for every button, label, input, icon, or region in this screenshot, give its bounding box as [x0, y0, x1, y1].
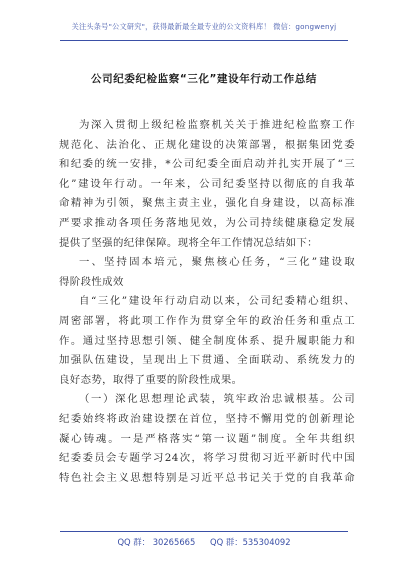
body-line: 和纪委的统一安排，*公司纪委全面启动并扎实开展了“三	[59, 158, 355, 171]
body-line: 严要求推动各项任务落地见效，为公司持续健康稳定发展	[59, 216, 355, 229]
section-heading-line: 得阶段性成效	[59, 275, 124, 288]
body-line: 为深入贯彻上级纪检监察机关关于推进纪检监察工作	[79, 119, 355, 131]
body-line: 规范化、法治化、正规化建设的决策部署，根据集团党委	[59, 138, 355, 151]
document-title: 公司纪委纪检监察“三化”建设年行动工作总结	[91, 73, 317, 85]
body-line: （一）深化思想理论武装，筑牢政治忠诚根基。公司	[79, 393, 355, 406]
body-line: 提供了坚强的纪律保障。现将全年工作情况总结如下：	[59, 236, 318, 249]
body-line: 周密部署，将此项工作作为贯穿全年的政治任务和重点工	[59, 314, 355, 327]
footer-qq-group-1: QQ 群： 30265665	[117, 537, 196, 547]
footer-qq-group-2: QQ 群：535304092	[210, 537, 291, 547]
body-line: 纪委委员会专题学习24次，将学习贯彻习近平新时代中国	[59, 452, 355, 465]
header-divider	[60, 40, 348, 41]
document-body	[59, 116, 355, 488]
body-line: 良好态势，取得了重要的阶段性成果。	[59, 373, 243, 386]
body-line: 作。通过坚持思想引领、健全制度体系、提升履职能力和	[59, 334, 355, 347]
body-line: 命精神为引领，聚焦主责主业，强化自身建设，以高标准	[59, 197, 355, 210]
body-line: 纪委始终将政治建设摆在首位，坚持不懈用党的创新理论	[59, 412, 355, 425]
body-line: 凝心铸魂。一是严格落实“第一议题”制度。全年共组织	[59, 432, 355, 445]
body-line: 自“三化”建设年行动启动以来，公司纪委精心组织、	[79, 295, 355, 308]
section-heading-line: 一、坚持固本培元，聚焦核心任务，“三化”建设取	[79, 256, 355, 269]
body-line: 化”建设年行动。一年来，公司纪委坚持以彻底的自我革	[59, 177, 355, 190]
footer-contacts	[0, 536, 408, 548]
body-line: 加强队伍建设，呈现出上下贯通、全面联动、系统发力的	[59, 354, 355, 367]
footer-divider	[60, 531, 348, 532]
header-notice: 关注头条号"公文研究"，获得最新最全最专业的公文资料库！ 微信：gongwenyj	[71, 22, 337, 31]
body-line: 特色社会主义思想特别是习近平总书记关于党的自我革命	[59, 471, 355, 484]
